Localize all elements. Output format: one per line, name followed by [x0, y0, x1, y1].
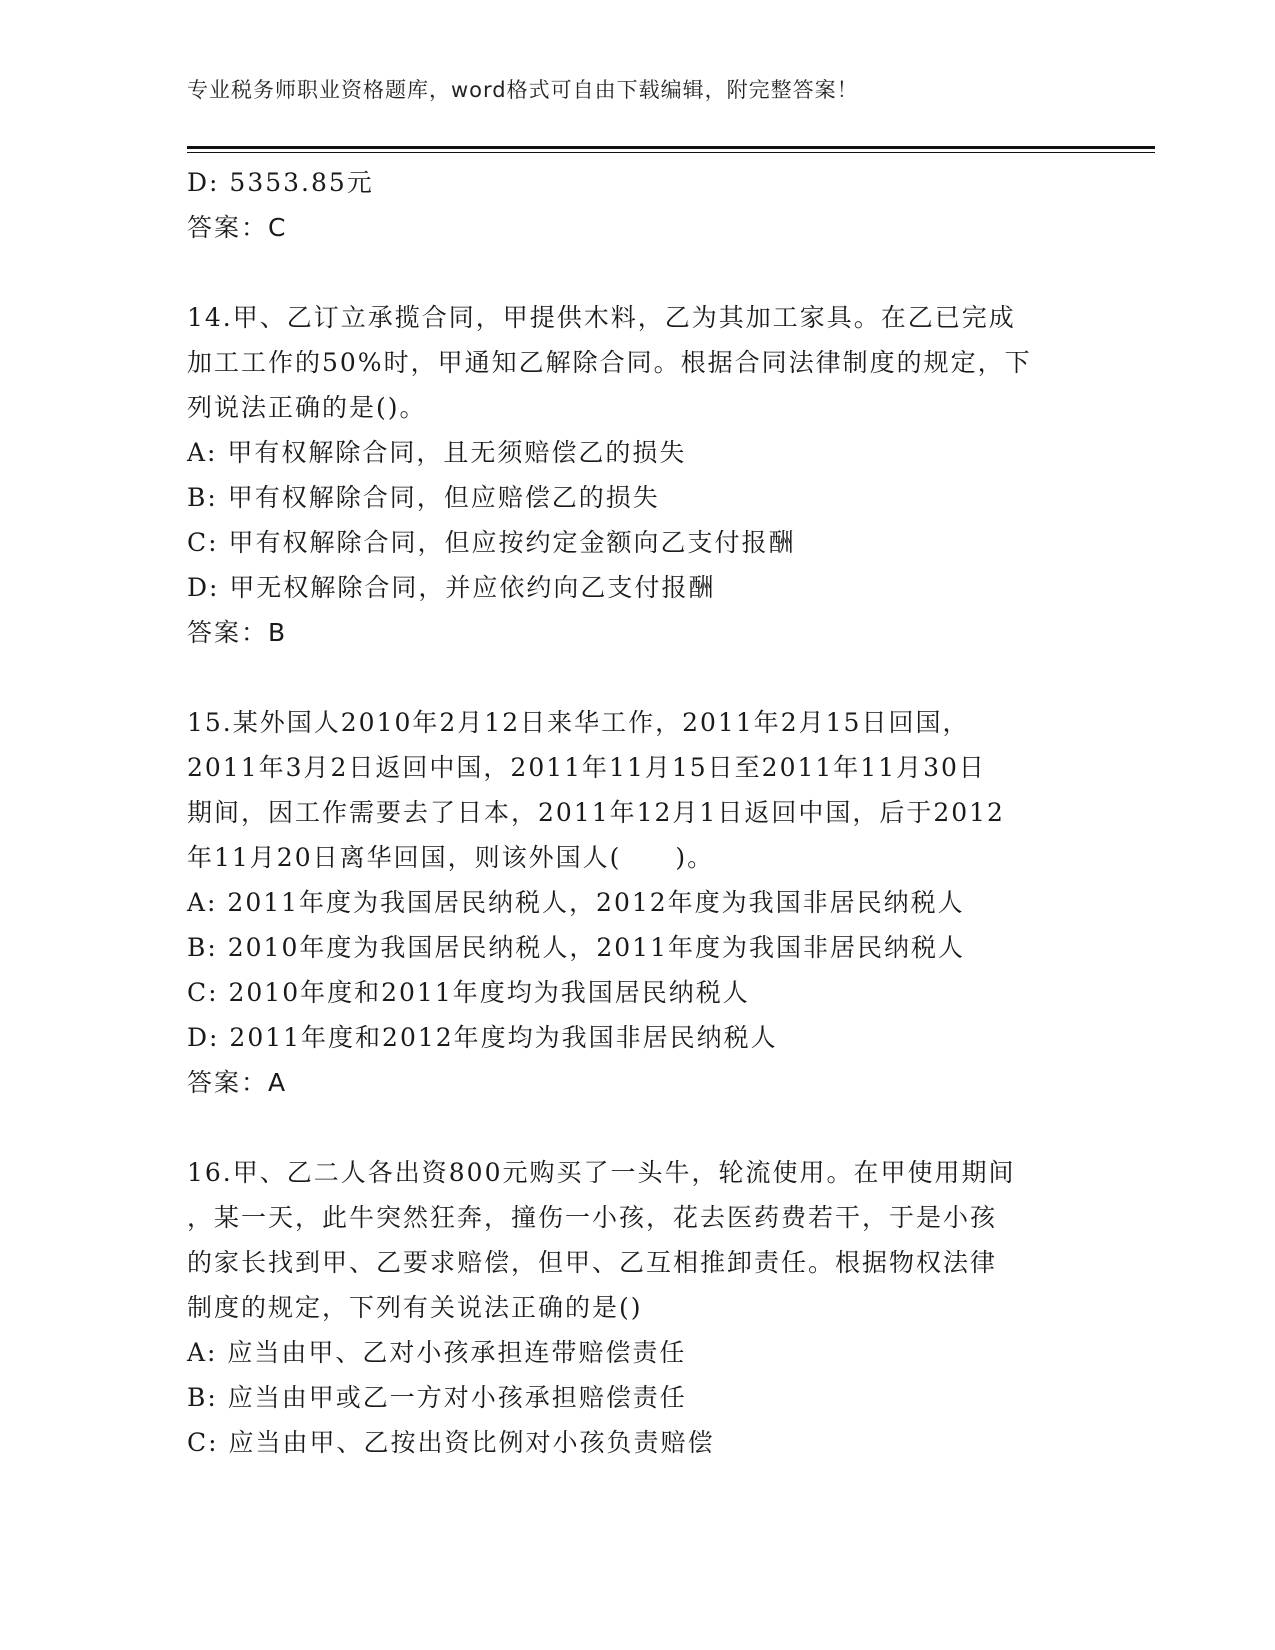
q14-option-b: B: 甲有权解除合同，但应赔偿乙的损失 — [187, 483, 660, 512]
q15-option-d: D: 2011年度和2012年度均为我国非居民纳税人 — [187, 1023, 778, 1052]
question-15 — [187, 700, 1087, 1105]
q14-option-c: C: 甲有权解除合同，但应按约定金额向乙支付报酬 — [187, 528, 796, 557]
prev-answer: 答案：C — [187, 213, 288, 242]
spacer — [187, 655, 1087, 700]
header-rule-thick — [187, 146, 1155, 149]
q14-option-a: A: 甲有权解除合同，且无须赔偿乙的损失 — [187, 438, 687, 467]
q15-stem-line-1: 15.某外国人2010年2月12日来华工作，2011年2月15日回国， — [187, 708, 970, 737]
q14-stem-line-2: 加工工作的50%时，甲通知乙解除合同。根据合同法律制度的规定，下 — [187, 348, 1032, 377]
q14-stem-line-3: 列说法正确的是()。 — [187, 393, 427, 422]
q15-stem-line-4: 年11月20日离华回国，则该外国人( )。 — [187, 843, 715, 872]
document-body — [187, 160, 1087, 1465]
question-14 — [187, 295, 1087, 655]
q16-option-b: B: 应当由甲或乙一方对小孩承担赔偿责任 — [187, 1383, 687, 1412]
q15-stem-line-3: 期间，因工作需要去了日本，2011年12月1日返回中国，后于2012 — [187, 798, 1005, 827]
q16-stem-line-3: 的家长找到甲、乙要求赔偿，但甲、乙互相推卸责任。根据物权法律 — [187, 1248, 998, 1277]
q16-stem-line-1: 16.甲、乙二人各出资800元购买了一头牛，轮流使用。在甲使用期间 — [187, 1158, 1016, 1187]
question-16 — [187, 1150, 1087, 1465]
q16-option-a: A: 应当由甲、乙对小孩承担连带赔偿责任 — [187, 1338, 687, 1367]
spacer — [187, 1105, 1087, 1150]
header-rule-thin — [187, 152, 1155, 153]
q14-answer: 答案：B — [187, 618, 288, 647]
q14-stem-line-1: 14.甲、乙订立承揽合同，甲提供木料，乙为其加工家具。在乙已完成 — [187, 303, 1016, 332]
page-header: 专业税务师职业资格题库，word格式可自由下载编辑，附完整答案！ — [187, 78, 859, 102]
spacer — [187, 250, 1087, 295]
q14-option-d: D: 甲无权解除合同，并应依约向乙支付报酬 — [187, 573, 716, 602]
q15-answer: 答案：A — [187, 1068, 288, 1097]
q15-option-c: C: 2010年度和2011年度均为我国居民纳税人 — [187, 978, 750, 1007]
q16-option-c: C: 应当由甲、乙按出资比例对小孩负责赔偿 — [187, 1428, 715, 1457]
q16-stem-line-2: ，某一天，此牛突然狂奔，撞伤一小孩，花去医药费若干，于是小孩 — [187, 1203, 998, 1232]
q15-option-a: A: 2011年度为我国居民纳税人，2012年度为我国非居民纳税人 — [187, 888, 965, 917]
prev-option-d: D: 5353.85元 — [187, 168, 374, 197]
q15-option-b: B: 2010年度为我国居民纳税人，2011年度为我国非居民纳税人 — [187, 933, 965, 962]
q16-stem-line-4: 制度的规定，下列有关说法正确的是() — [187, 1293, 643, 1322]
q15-stem-line-2: 2011年3月2日返回中国，2011年11月15日至2011年11月30日 — [187, 753, 986, 782]
